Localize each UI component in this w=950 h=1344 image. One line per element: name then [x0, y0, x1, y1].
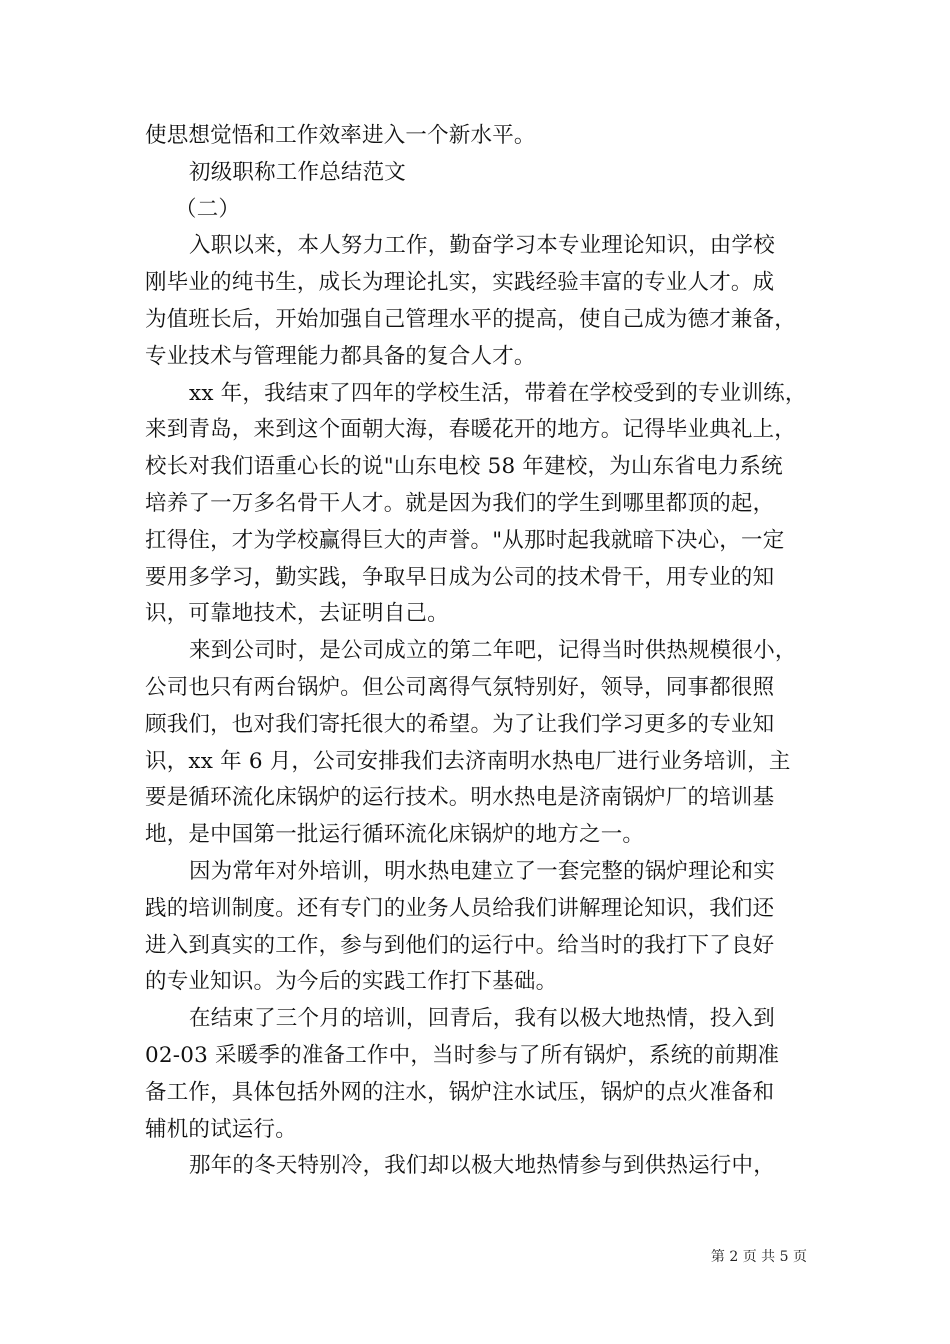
page-number: 第 2 页 共 5 页 — [710, 1249, 807, 1265]
text-line: 要用多学习，勤实践，争取早日成为公司的技术骨干，用专业的知 — [145, 564, 775, 590]
text-line: 识，xx 年 6 月，公司安排我们去济南明水热电厂进行业务培训，主 — [145, 748, 791, 774]
text-line: 校长对我们语重心长的说"山东电校 58 年建校，为山东省电力系统 — [145, 454, 783, 480]
text-line: 培养了一万多名骨干人才。就是因为我们的学生到哪里都顶的起， — [145, 490, 775, 516]
text-line: 践的培训制度。还有专门的业务人员给我们讲解理论知识，我们还 — [145, 895, 775, 921]
text-line: 扛得住，才为学校赢得巨大的声誉。"从那时起我就暗下决心，一定 — [145, 527, 785, 553]
text-line: 顾我们，也对我们寄托很大的希望。为了让我们学习更多的专业知 — [145, 711, 775, 737]
text-line: 为值班长后，开始加强自己管理水平的提高，使自己成为德才兼备， — [145, 306, 797, 332]
text-line: 辅机的试运行。 — [145, 1116, 297, 1142]
text-line: 刚毕业的纯书生，成长为理论扎实，实践经验丰富的专业人才。成 — [145, 270, 775, 296]
text-line: 因为常年对外培训，明水热电建立了一套完整的锅炉理论和实 — [189, 858, 775, 884]
text-line: 地，是中国第一批运行循环流化床锅炉的地方之一。 — [145, 822, 645, 848]
text-line: 的专业知识。为今后的实践工作打下基础。 — [145, 969, 558, 995]
text-line: 识，可靠地技术，去证明自己。 — [145, 601, 449, 627]
section-number: （二） — [175, 196, 241, 222]
text-line: 02-03 采暖季的准备工作中，当时参与了所有锅炉，系统的前期准 — [145, 1042, 780, 1068]
text-line: 要是循环流化床锅炉的运行技术。明水热电是济南锅炉厂的培训基 — [145, 785, 775, 811]
text-line: 备工作，具体包括外网的注水，锅炉注水试压，锅炉的点火准备和 — [145, 1079, 775, 1105]
text-line: 入职以来，本人努力工作，勤奋学习本专业理论知识，由学校 — [189, 233, 775, 259]
text-line: 来到公司时，是公司成立的第二年吧，记得当时供热规模很小， — [189, 638, 797, 664]
text-line: 进入到真实的工作，参与到他们的运行中。给当时的我打下了良好 — [145, 932, 775, 958]
text-line: 专业技术与管理能力都具备的复合人才。 — [145, 343, 536, 369]
text-line: 公司也只有两台锅炉。但公司离得气氛特别好，领导，同事都很照 — [145, 674, 775, 700]
text-line: 使思想觉悟和工作效率进入一个新水平。 — [145, 123, 536, 148]
section-title: 初级职称工作总结范文 — [189, 159, 407, 185]
text-line: 来到青岛，来到这个面朝大海，春暖花开的地方。记得毕业典礼上， — [145, 417, 797, 443]
text-line: xx 年，我结束了四年的学校生活，带着在学校受到的专业训练， — [189, 380, 807, 406]
text-line: 那年的冬天特别冷，我们却以极大地热情参与到供热运行中， — [189, 1153, 775, 1179]
document-body — [145, 118, 810, 1185]
text-line: 在结束了三个月的培训，回青后，我有以极大地热情，投入到 — [189, 1006, 775, 1032]
